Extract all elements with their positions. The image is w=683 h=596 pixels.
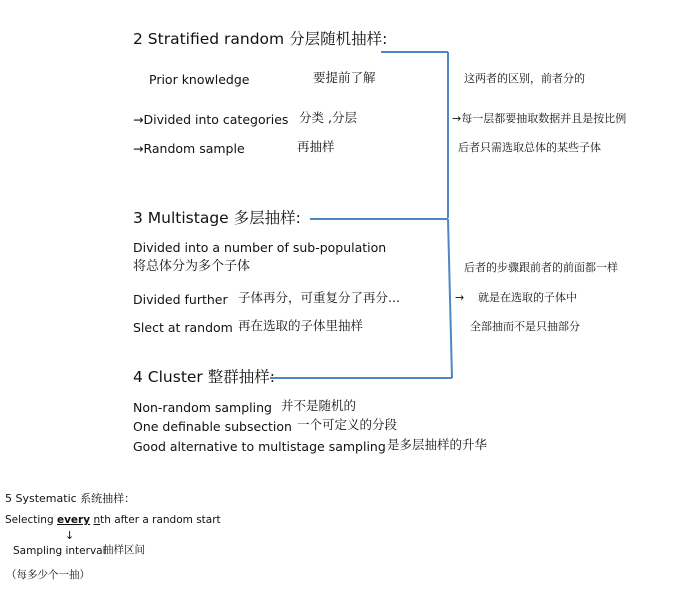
comparison-line-3: 后者只需选取总体的某些子体 [458,141,601,154]
selecting-prefix: Selecting [5,514,57,526]
multistage-divided-en: Divided into a number of sub-population [133,240,387,255]
cluster-line-2-cn: 一个可定义的分段 [297,417,398,432]
cluster-line-3-cn: 是多层抽样的升华 [387,437,488,452]
comparison-line-6: 全部抽而不是只抽部分 [470,320,580,333]
comparison-line-2: →每一层都要抽取数据并且是按比例 [452,112,627,125]
systematic-note: （每多少个一抽） [6,569,90,581]
cluster-heading: 4 Cluster 整群抽样: [133,368,275,386]
sampling-interval-en: Sampling interval [13,545,106,557]
comparison-arrow: → [455,291,465,304]
down-arrow-icon: ↓ [65,529,75,542]
prior-knowledge-cn: 要提前了解 [313,70,376,85]
cluster-line-3-en: Good alternative to multistage sampling [133,439,386,454]
stratified-heading: 2 Stratified random 分层随机抽样: [133,30,388,48]
divided-categories-cn: 分类 ,分层 [299,110,357,125]
comparison-line-5: 就是在选取的子体中 [478,291,577,304]
comparison-line-1: 这两者的区别，前者分的 [464,72,585,85]
slect-random-en: Slect at random [133,320,233,335]
slect-random-cn: 再在选取的子体里抽样 [238,318,364,333]
selecting-n: n [93,514,101,526]
selecting-every: every [56,514,91,526]
cluster-line-1-cn: 并不是随机的 [281,398,357,413]
cluster-line-1-en: Non-random sampling [133,400,272,415]
random-sample-cn: 再抽样 [297,139,335,154]
multistage-divided-cn: 将总体分为多个子体 [133,259,251,274]
sampling-interval-cn: 抽样区间 [103,544,145,556]
systematic-selecting [5,514,221,527]
multistage-heading: 3 Multistage 多层抽样: [133,209,301,227]
divided-further-en: Divided further [133,292,228,307]
selecting-suffix: th after a random start [100,514,221,526]
comparison-line-4: 后者的步骤跟前者的前面都一样 [464,261,618,274]
systematic-heading: 5 Systematic 系统抽样： [5,492,136,505]
prior-knowledge-en: Prior knowledge [149,72,250,87]
random-sample-en: →Random sample [133,141,245,156]
cluster-line-2-en: One definable subsection [133,419,292,434]
divided-further-cn: 子体再分，可重复分了再分... [238,290,400,305]
divided-categories-en: →Divided into categories [133,112,289,127]
